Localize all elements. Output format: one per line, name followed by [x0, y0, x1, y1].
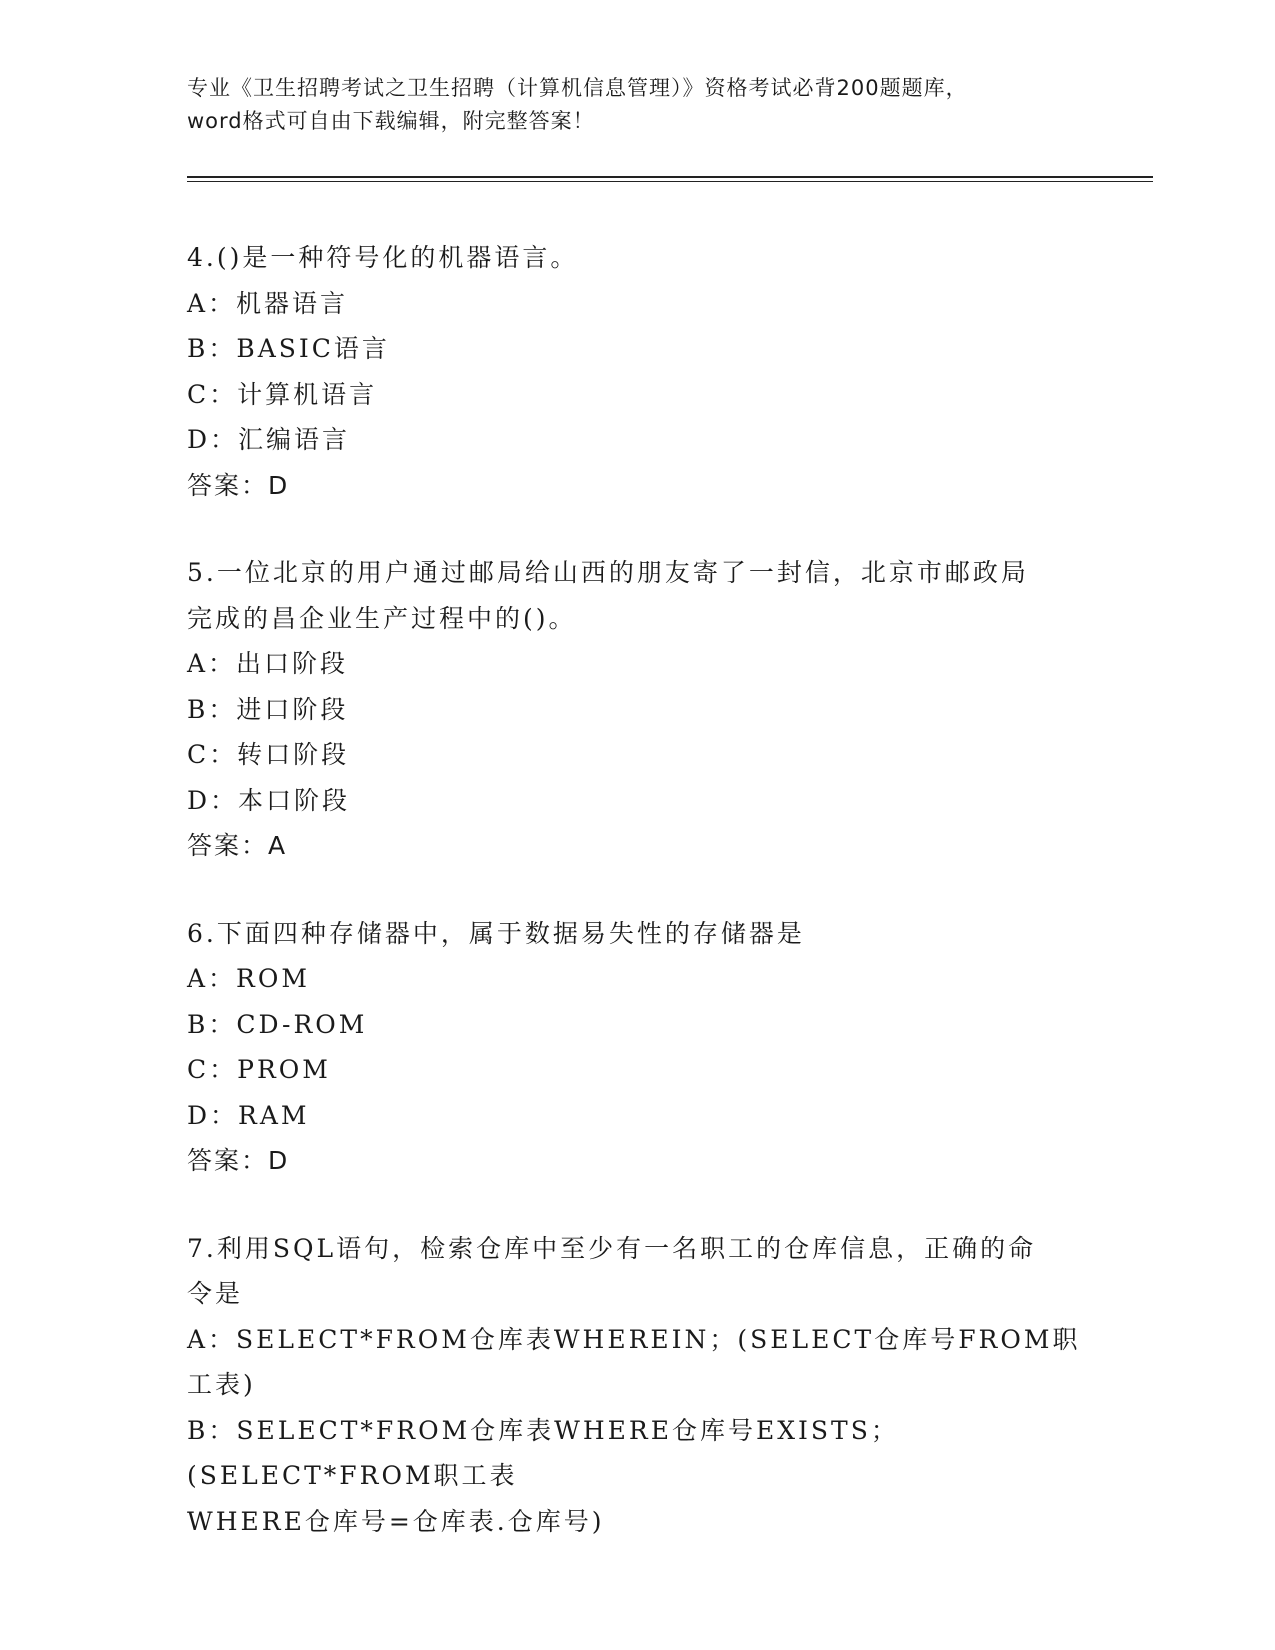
question-stem: 6.下面四种存储器中，属于数据易失性的存储器是: [187, 918, 805, 948]
option-a: A：出口阶段: [187, 649, 349, 678]
option-b: B：进口阶段: [187, 694, 349, 724]
question-stem: 7.利用SQL语句，检索仓库中至少有一名职工的仓库信息，正确的命: [187, 1233, 1037, 1263]
header-divider-thick: [187, 176, 1153, 178]
header-line-2: word格式可自由下载编辑，附完整答案！: [187, 109, 595, 133]
question-list: [187, 235, 1087, 1586]
answer: 答案：A: [187, 831, 288, 860]
option-d: D：本口阶段: [187, 785, 351, 815]
option-c: C：PROM: [187, 1055, 331, 1084]
header-line-1: 专业《卫生招聘考试之卫生招聘（计算机信息管理）》资格考试必背200题题库，: [187, 76, 968, 100]
option-d: D：汇编语言: [187, 425, 351, 454]
option-c: C：计算机语言: [187, 379, 378, 409]
question-7: [187, 1226, 1087, 1545]
option-a: A：ROM: [187, 964, 310, 993]
question-stem: 4.()是一种符号化的机器语言。: [187, 243, 579, 272]
option-c: C：转口阶段: [187, 740, 350, 769]
option-b: B：SELECT*FROM仓库表WHERE仓库号EXISTS；(SELECT*FROM职工表: [187, 1415, 899, 1490]
option-b-continued: WHERE仓库号=仓库表.仓库号): [187, 1506, 605, 1536]
option-d: D：RAM: [187, 1100, 310, 1130]
answer: 答案：D: [187, 1146, 290, 1175]
option-b: B：BASIC语言: [187, 334, 390, 363]
option-b: B：CD-ROM: [187, 1009, 368, 1039]
question-stem-continued: 令是: [187, 1279, 244, 1308]
question-4: [187, 235, 1087, 508]
option-a: A：SELECT*FROM仓库表WHEREIN；(SELECT仓库号FROM职工表): [187, 1324, 1081, 1399]
option-a: A：机器语言: [187, 288, 349, 318]
question-stem: 5.一位北京的用户通过邮局给山西的朋友寄了一封信，北京市邮政局: [187, 558, 1029, 587]
answer: 答案：D: [187, 470, 290, 500]
question-stem-continued: 完成的昌企业生产过程中的()。: [187, 603, 577, 633]
question-6: [187, 911, 1087, 1184]
question-5: [187, 550, 1087, 869]
header-divider-thin: [187, 181, 1153, 182]
document-header: [187, 72, 1087, 138]
